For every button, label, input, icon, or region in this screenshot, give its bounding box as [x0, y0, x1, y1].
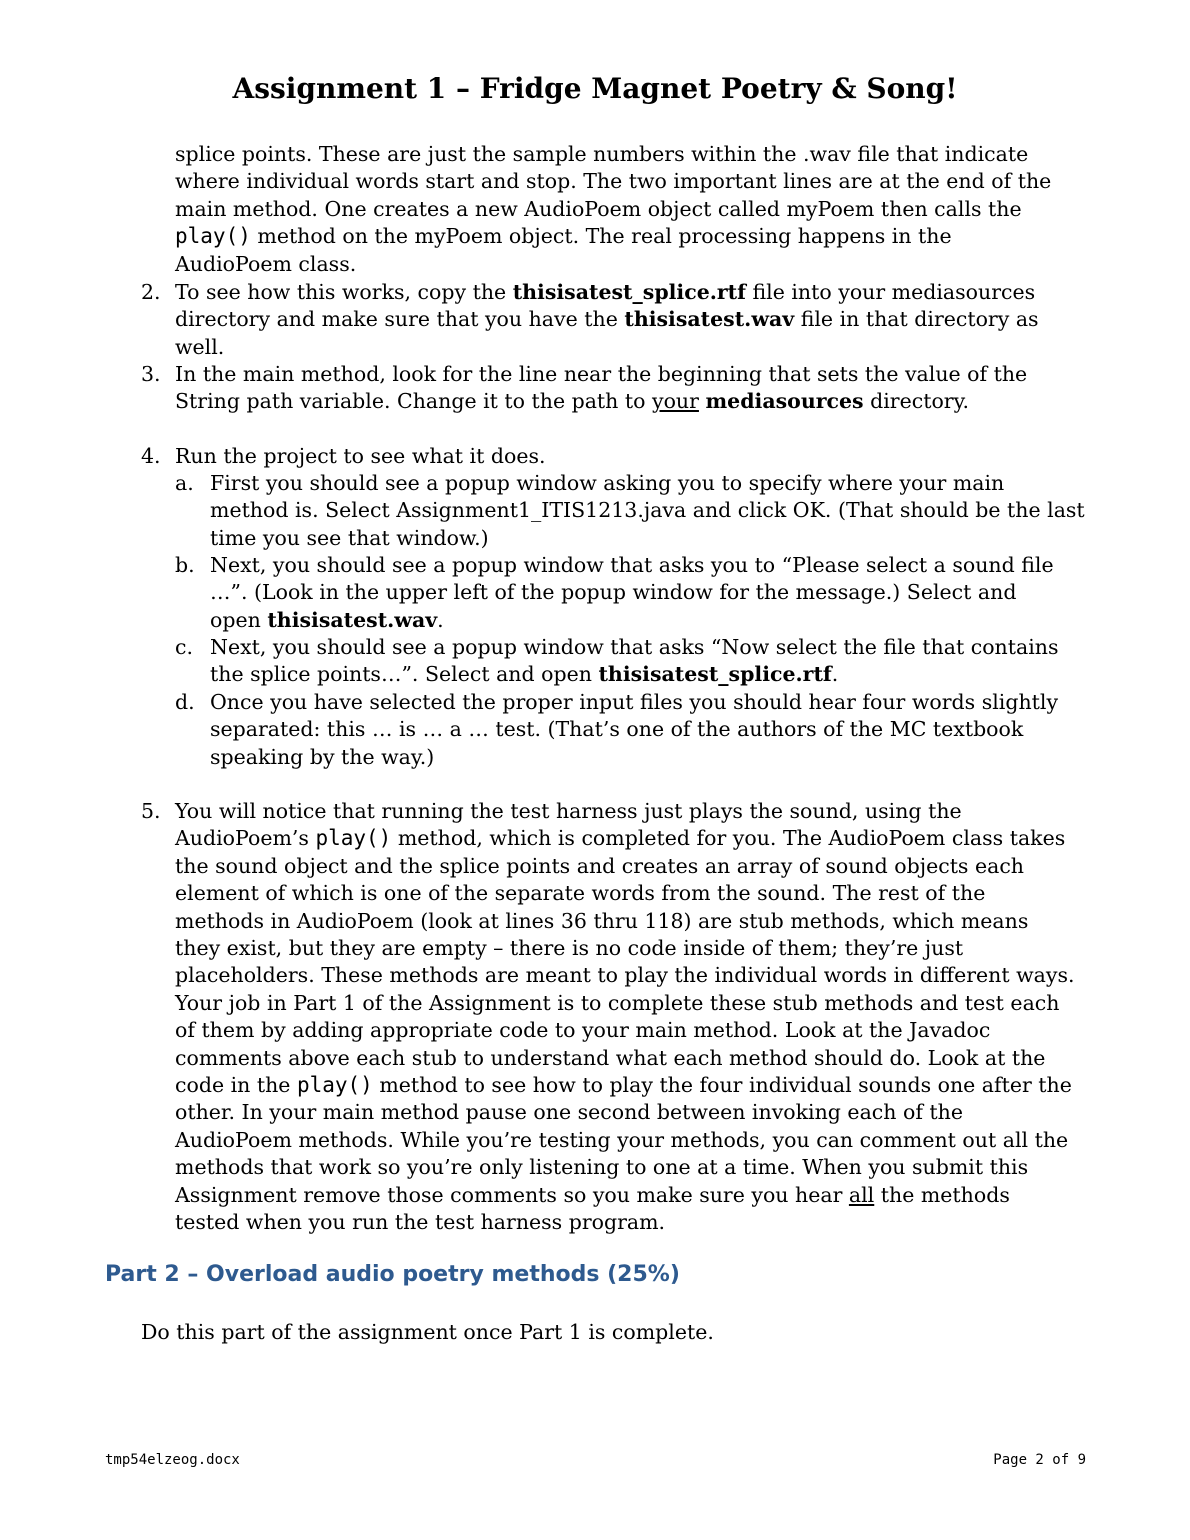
footer-page-number: Page 2 of 9	[993, 1452, 1086, 1468]
page-title: Assignment 1 – Fridge Magnet Poetry & Song!	[232, 72, 958, 105]
list-item: You will notice that running the test harness just plays the sound, using the AudioPoem’s play() method, which is completed for you. The AudioPoem class takes the sound object and the splice points and creates an array of sound objects each element of which is one of the separate words from the sound. The rest of the methods in AudioPoem (look at lines 36 thru 118) are stub methods, which means they exist, but they are empty – there is no code inside of them; they’re just placeholders. These methods are meant to play the individual words in different ways. Your job in Part 1 of the Assignment is to complete these stub methods and test each of them by adding appropriate code to your main method. Look at the Javadoc comments above each stub to understand what each method should do. Look at the code in the play() method to see how to play the four individual sounds one after the other. In your main method pause one second between invoking each of the AudioPoem methods. While you’re testing your methods, you can comment out all the methods that work so you’re only listening to one at a time. When you submit this Assignment remove those comments so you make sure you hear all the methods tested when you run the test harness program.	[175, 799, 1075, 1235]
list-number: 5.	[141, 799, 161, 823]
sublist-item: Next, you should see a popup window that asks “Now select the file that contains the splice points…”. Select and open thisisatest_splice.rtf.	[210, 635, 1059, 687]
list-item: Run the project to see what it does.	[175, 444, 546, 468]
sublist-label: d.	[175, 690, 195, 714]
inline-code: play()	[296, 1073, 373, 1098]
inline-code: play()	[175, 224, 251, 249]
sublist-label: c.	[175, 635, 193, 659]
sublist-label: a.	[175, 471, 194, 495]
sublist-label: b.	[175, 553, 195, 577]
list-item: In the main method, look for the line near the beginning that sets the value of the String path variable. Change it to the path to your mediasources directory.	[175, 362, 1028, 414]
list-number: 3.	[141, 362, 161, 386]
sublist-item: Next, you should see a popup window that asks you to “Please select a sound file …”. (Look in the upper left of the popup window for the message.) Select and open thisisatest.wav.	[210, 553, 1054, 632]
section-paragraph: Do this part of the assignment once Part 1 is complete.	[141, 1320, 714, 1344]
footer-filename: tmp54elzeog.docx	[105, 1452, 240, 1468]
list-number: 4.	[141, 444, 161, 468]
intro-paragraph: splice points. These are just the sample numbers within the .wav file that indicate where individual words start and stop. The two important lines are at the end of the main method. One creates a new AudioPoem object called myPoem then calls the play() method on the myPoem object. The real processing happens in the AudioPoem class.	[175, 142, 1052, 276]
inline-code: play()	[315, 826, 392, 851]
list-item: To see how this works, copy the thisisatest_splice.rtf file into your mediasources directory and make sure that you have the thisisatest.wav file in that directory as well.	[175, 280, 1039, 359]
sublist-item: First you should see a popup window asking you to specify where your main method is. Select Assignment1_ITIS1213.java and click OK. (That should be the last time you see that window.)	[210, 471, 1085, 550]
section-heading: Part 2 – Overload audio poetry methods (25%)	[105, 1262, 680, 1287]
sublist-item: Once you have selected the proper input files you should hear four words slightly separated: this … is … a … test. (That’s one of the authors of the MC textbook speaking by the way.)	[210, 690, 1059, 769]
list-number: 2.	[141, 280, 161, 304]
